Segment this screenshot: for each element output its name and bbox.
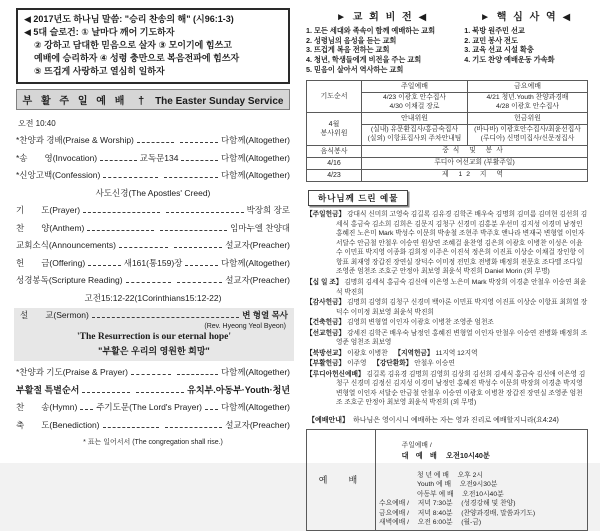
committee-entry: (바나바) 이광호안수집사/최윤선집사: [474, 126, 581, 134]
offering-committee-header: 헌금위원: [467, 113, 587, 125]
offering-category-label: 【주일헌금】: [306, 211, 346, 219]
prayer-order-label: 기도순서: [307, 80, 362, 113]
order-item-label: *송 영(Invocation): [16, 152, 98, 163]
dotted-leader: [180, 142, 218, 143]
usher-committee-header: 안내위원: [362, 113, 468, 125]
cross-icon: †: [138, 95, 145, 108]
ministry-item: 2. 교민 봉사 전도: [464, 35, 518, 45]
dotted-leader: [177, 282, 222, 283]
page-left: [0, 0, 300, 463]
worship-order-list-top: [16, 135, 290, 304]
usher-committee-cell: [362, 125, 468, 146]
vision-item: 2. 성령님의 음성을 듣는 교회: [306, 35, 397, 45]
order-item-leader-name: 다함께(Altogether): [220, 257, 291, 268]
offering-entry: [306, 370, 588, 408]
meal-duty-group: 제 12 지 역: [362, 170, 588, 182]
dotted-leader: [83, 212, 160, 213]
vision-item: 5. 믿음이 살아서 역사하는 교회: [306, 64, 404, 74]
offering-category-label: 【건축헌금】: [306, 319, 346, 327]
offering-category-label: 【강단환화】: [373, 360, 413, 368]
order-item-middle: 교독문134: [139, 152, 179, 163]
slogan-line: ◀ 5대 슬로건: ① 날마다 깨어 기도하자: [24, 27, 175, 38]
friday-prayer-cell: [467, 92, 587, 113]
worship-order-row: [16, 188, 290, 199]
order-item-leader-name: 설교자(Preacher): [225, 275, 290, 286]
order-item-leader-name: 설교자(Preacher): [225, 240, 291, 251]
order-item-label: 찬 양(Anthem): [16, 222, 85, 233]
table-row: [307, 146, 588, 158]
worship-order-row: [16, 402, 290, 413]
dotted-leader: [80, 409, 93, 410]
duty-table: [306, 80, 588, 183]
dotted-leader: [103, 177, 157, 178]
order-item-middle: 주기도문(The Lord's Prayer): [96, 402, 203, 413]
schedule-table: [306, 429, 588, 531]
offering-names: 11지역 12지역: [433, 349, 485, 357]
offering-entry: [306, 278, 588, 297]
church-vision-section: [306, 6, 458, 75]
table-row: [307, 113, 588, 125]
prayer-entry: 4/21 청년.Youth 찬양과경배: [486, 93, 569, 101]
committee-entry: (루디아) 신명미집사/신문정집사: [480, 135, 575, 143]
dotted-leader: [177, 374, 218, 375]
dotted-leader: [119, 247, 168, 248]
offering-category-label: 【지역헌금】: [394, 349, 434, 357]
service-title-korean: 부 활 주 일 예 배: [22, 96, 128, 108]
schedule-body: [376, 429, 588, 530]
offering-entry: [306, 318, 588, 328]
offering-category-label: 【선교헌금】: [306, 329, 346, 337]
church-vision-header: ► 교 회 비 전 ◀: [336, 12, 429, 23]
dotted-leader: [165, 427, 222, 428]
dotted-leader: [100, 160, 137, 161]
order-item-label: *찬양과 기도(Praise & Prayer): [16, 367, 128, 378]
order-item-label: 찬 송(Hymn): [16, 402, 78, 413]
offering-names: 김명희 김세식 홍금숙 김신애 이은영 노은미 Mark 박장희 이경춘 안철우 이승연 최윤석 박진희: [336, 278, 587, 296]
schedule-line-main: [379, 432, 584, 471]
order-item-leader-name: 다함께(Altogether): [220, 402, 290, 413]
sermon-title-korean: "부활은 우리의 영원한 희망": [98, 346, 210, 357]
friday-service-header: 금요예배: [467, 80, 587, 92]
order-center-text: 사도신경(The Apostles' Creed): [95, 187, 211, 198]
april-committee-label: [307, 113, 362, 146]
table-row: [307, 80, 588, 92]
order-item-leader-name: 박장희 장로: [246, 205, 291, 216]
worship-order-row: [16, 385, 290, 396]
dotted-leader: [88, 265, 121, 266]
offering-names: 김명희 김영희 김청구 신경미 백아론 이민표 박지영 이진표 이상순 이항표 최희열 장덕수 이미정 최보영 최윤석 박진희: [336, 299, 588, 316]
schedule-line: 수요예배 / 저녁 7:30분 (성경강해 및 찬양): [379, 500, 516, 508]
slogan-line: ② 강하고 담대한 믿음으로 살자 ③ 모이기에 힘쓰고: [34, 40, 232, 51]
dotted-leader: [174, 247, 223, 248]
schedule-row-label: 예 배: [307, 429, 376, 530]
sunday-service-header: 주일예배: [362, 80, 468, 92]
schedule-line: 새벽예배 / 오전 6:00분 (월-금): [379, 519, 482, 527]
worship-order-row: [16, 170, 290, 181]
order-item-label: 헌 금(Offering): [16, 257, 86, 268]
dotted-leader: [87, 230, 154, 231]
dotted-leader: [137, 142, 175, 143]
offering-category-label: 【감사헌금】: [306, 299, 346, 307]
worship-order-row: [16, 153, 290, 164]
worship-order-row: [16, 135, 290, 146]
table-row: [307, 429, 588, 530]
dotted-leader: [181, 160, 218, 161]
order-item-leader-name: 다함께(Altogether): [220, 367, 290, 378]
meal-duty-group: 루디아 여선교회 (부활주일): [362, 158, 588, 170]
worship-order-row: [16, 240, 290, 251]
offering-entry: [306, 210, 588, 277]
order-item-leader-name: 설교자(Preacher): [225, 419, 290, 430]
order-item-middle: 새161(통159)장: [123, 257, 183, 268]
prayer-entry: 4/23 이광호 안수집사: [382, 93, 446, 101]
worship-order-row: [16, 367, 290, 378]
prayer-entry: 4/30 이채걸 장로: [389, 102, 440, 110]
slogan-line: ⑤ 뜨겁게 사랑하고 열심히 일하자: [34, 66, 165, 77]
core-ministry-header: ► 핵 심 사 역 ◀: [480, 12, 573, 23]
dotted-leader: [166, 212, 243, 213]
prayer-entry: 4/28 이광호 안수집사: [495, 102, 559, 110]
label-line: 4월: [328, 121, 340, 129]
order-center-text: 고전15:12-22(1Corinthians15:12-22): [84, 292, 222, 303]
schedule-main-time: 대 예 배 오전10시40분: [401, 450, 490, 460]
dotted-leader: [136, 392, 184, 393]
vision-item: 3. 뜨겁게 복음 전하는 교회: [306, 45, 390, 55]
schedule-line: 금요예배 / 저녁 8:40분 (찬양과경배, 말씀과기도): [379, 509, 536, 517]
worship-order-row: [16, 275, 290, 286]
dotted-leader: [126, 282, 171, 283]
page-right: [300, 0, 600, 527]
dotted-leader: [205, 409, 218, 410]
order-item-label: 기 도(Prayer): [16, 205, 81, 216]
sermon-preacher: 변 형열 목사: [242, 310, 288, 321]
offerings-header: 하나님께 드린 예물: [308, 190, 408, 206]
offering-committee-cell: [467, 125, 587, 146]
sermon-box: [14, 308, 294, 361]
core-ministry-list: [464, 26, 588, 65]
schedule-prefix: 주일예배 /: [401, 442, 432, 450]
table-row: [307, 170, 588, 182]
offering-names: 김길록 김유경 김명희 김영희 김상희 김선희 김세식 홍금숙 김신애 이은영 김청구 신경미 김정신 김지성 이경미 남정인 홍혜진 박성수 이문희 박장희 이경춘 박지영 변형열 이인자 서달순 안금철 안철우 이승연 이광호 이병찬 장갑진 장연실 조영준 엄천조 조호군 안정아 최보영 최윤석 박진희 (외 무명): [336, 370, 586, 407]
sunday-prayer-cell: [362, 92, 468, 113]
meal-date-label: 4/23: [307, 170, 362, 182]
offering-names: 이광호 이병찬: [345, 349, 395, 357]
dotted-leader: [185, 265, 218, 266]
sermon-title-english: 'The Resurrection is our eternal hope': [76, 332, 231, 343]
offering-names: 강대식 신미희 고영숙 김길록 김유경 김학곤 배우숙 김명희 김미름 김미현 김선희 김세식 홍금숙 김소희 김희은 김문지 김청구 신경미 김홍분 우선미 김지성 이경미 남정인 홍혜진 노은미 Mark 박성수 이문희 박송철 조현주 박주호 앤나라 변재국 변형열 이인자 서달수 안금철 안철우 이승연 원상연 조혜걸 윤찬영 김은희 이광호 이병찬 이성은 이윤수 이민표 박지영 이종화 김희정 이주은 이진석 정은희 이진표 이상순 이채걸 장인항 이항표 최재영 장갑진 장연실 장덕수 이미정 전민호 전병화 배정희 전문호 조다멜 조다일 조영준 엄천조 조호군 안정아 최보영 최윤석 박진희 Daniel Morin (외 무명): [336, 211, 588, 276]
worship-order-row: [16, 223, 290, 234]
label-line: 봉사위원: [320, 130, 348, 138]
ministry-item: 4. 기도 찬양 예배운동 가속화: [464, 55, 555, 65]
order-item-leader-name: 임마누엘 찬양대: [230, 222, 291, 233]
yearly-slogan-box: [16, 8, 290, 84]
service-title-bar: [16, 89, 290, 110]
table-row: [307, 158, 588, 170]
schedule-line: 아동부 예 배 오전10시40분: [417, 490, 504, 498]
worship-order-row: [16, 205, 290, 216]
church-vision-list: [306, 26, 458, 75]
order-item-label: 성경봉독(Scripture Reading): [16, 275, 123, 286]
dotted-leader: [131, 374, 172, 375]
offering-category-label: 【북방선교】: [306, 349, 346, 357]
committee-entry: (실내) 유문환집사/홍금숙집사: [370, 126, 459, 134]
vision-item: 1. 모든 세대와 족속이 함께 예배하는 교회: [306, 26, 436, 35]
offering-entry: [306, 359, 588, 369]
order-item-leader-name: 유치부.아동부·Youth·청년: [187, 384, 291, 395]
order-item-leader-name: 다함께(Altogether): [220, 170, 291, 181]
offering-entry: [306, 298, 588, 317]
order-item-label: *신앙고백(Confession): [16, 170, 101, 181]
sermon-row: [20, 310, 288, 321]
ministry-item: 3. 교육 선교 시설 확충: [464, 45, 534, 55]
core-ministry-section: [458, 6, 588, 75]
vision-item: 4. 청년, 학생들에게 비전을 주는 교회: [306, 55, 422, 65]
dotted-leader: [82, 392, 130, 393]
worship-guide-line: [308, 415, 588, 425]
ministry-item: 1. 북방 원주민 선교: [464, 26, 525, 35]
schedule-line: Youth 예 배 오전9시30분: [417, 481, 498, 489]
order-item-leader-name: 다함께(Altogether): [220, 135, 291, 146]
offering-entry: [306, 349, 588, 359]
offering-category-label: 【루디아헌신예배】: [306, 370, 365, 378]
order-item-label: 축 도(Benediction): [16, 419, 100, 430]
worship-guide-label: 【예배안내】: [308, 416, 350, 424]
offering-category-label: 【부활헌금】: [306, 360, 346, 368]
offering-names: 김영희 변형열 이인자 이광호 이병찬 조영준 엄천조: [345, 319, 501, 327]
preacher-english-name: (Rev. Hyeong Yeol Byeon): [204, 323, 286, 331]
order-item-leader-name: 다함께(Altogether): [220, 152, 291, 163]
meal-service-label: 음식봉사: [307, 146, 362, 158]
order-item-label: 부활절 특별순서: [16, 384, 80, 395]
worship-order-row: [16, 420, 290, 431]
offering-category-label: 【십 일 조】: [306, 278, 343, 286]
worship-order-row: [16, 258, 290, 269]
sermon-label: 설 교(Sermon): [20, 310, 89, 321]
offering-entry: [306, 329, 588, 348]
offering-names: 강세진 김학곤 배우숙 남정인 홍혜진 변형열 이인자 안철우 이승연 전병화 배정희 조영준 엄천조 최보영: [336, 329, 588, 347]
service-time: 오전 10:40: [18, 119, 56, 129]
meal-date-label: 4/16: [307, 158, 362, 170]
offering-names: 안철우 이승연: [412, 360, 462, 368]
schedule-line: 청 년 예 배 오후 2시: [417, 471, 483, 479]
order-item-label: *찬양과 경배(Praise & Worship): [16, 135, 134, 146]
standing-note: * 표는 일어서서 (The congregation shall rise.): [83, 439, 223, 447]
dotted-leader: [160, 230, 227, 231]
dotted-leader: [164, 177, 218, 178]
worship-order-row: [16, 293, 290, 304]
worship-guide-verse: 하나님은 영이시니 예배하는 자는 영과 진리로 예배할지니라(요4:24): [353, 416, 559, 424]
worship-order-list-bottom: [16, 367, 290, 431]
order-item-label: 교회소식(Announcements): [16, 240, 116, 251]
dotted-leader: [92, 317, 239, 318]
dotted-leader: [103, 427, 160, 428]
committee-entry: (실외) 이항표집사외 주차안내팀: [367, 135, 462, 143]
offering-names: 이주영: [345, 360, 374, 368]
meal-service-header: 중식 및 봉사: [362, 146, 588, 158]
slogan-line: 예배에 승리하자 ④ 성령 충만으로 복음전파에 힘쓰자: [34, 53, 240, 64]
offerings-list: [306, 210, 588, 407]
service-title-english: The Easter Sunday Service: [155, 96, 284, 108]
yearly-theme: ◀ 2017년도 하나님 말씀: "승리 찬송의 해" (시96:1-3): [24, 14, 234, 24]
vision-ministry-columns: [306, 6, 588, 75]
